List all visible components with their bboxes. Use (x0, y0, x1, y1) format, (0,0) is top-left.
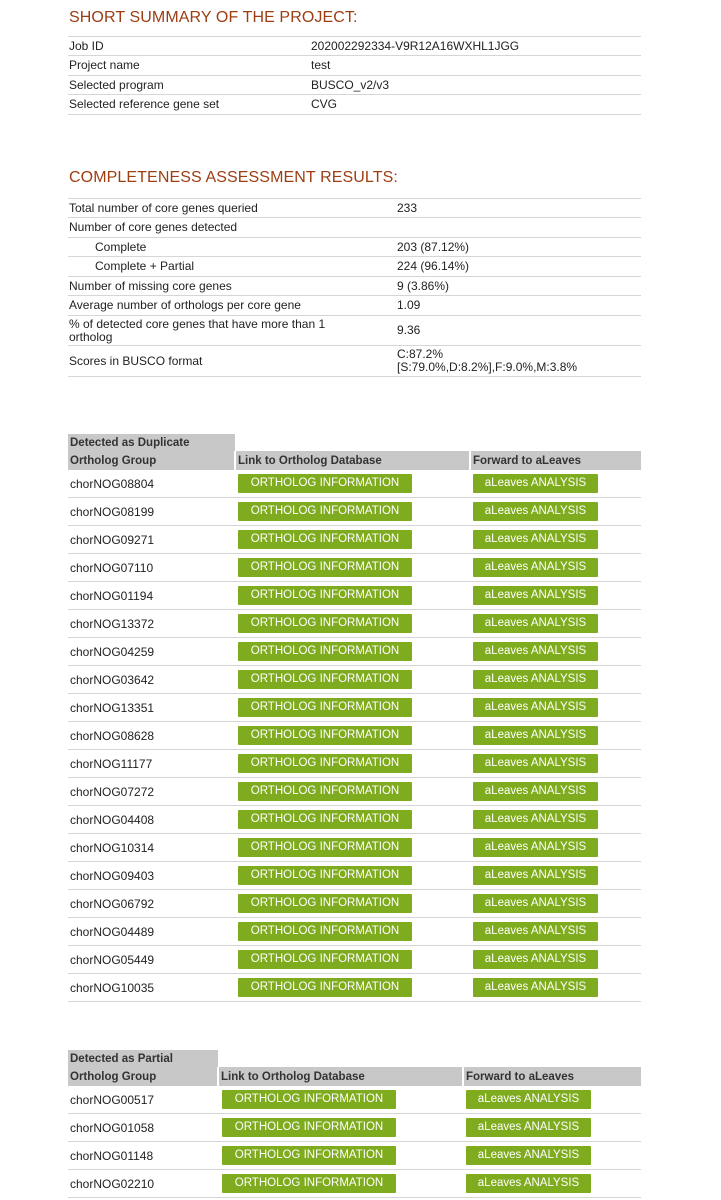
aleaves-analysis-button[interactable]: aLeaves ANALYSIS (466, 1090, 591, 1109)
table-row (68, 1142, 641, 1170)
table-row (68, 778, 641, 806)
completeness-row (68, 218, 641, 238)
completeness-value (397, 218, 641, 238)
duplicate-header-row (68, 451, 641, 470)
summary-value: 202002292334-V9R12A16WXHL1JGG (311, 37, 641, 56)
aleaves-analysis-button[interactable]: aLeaves ANALYSIS (473, 810, 598, 829)
aleaves-analysis-button[interactable]: aLeaves ANALYSIS (466, 1146, 591, 1165)
ortholog-group-name: chorNOG04489 (68, 918, 235, 946)
ortholog-information-button[interactable]: ORTHOLOG INFORMATION (238, 474, 412, 493)
aleaves-analysis-button[interactable]: aLeaves ANALYSIS (466, 1118, 591, 1137)
table-row (68, 470, 641, 498)
aleaves-analysis-button[interactable]: aLeaves ANALYSIS (473, 558, 598, 577)
ortholog-information-button[interactable]: ORTHOLOG INFORMATION (238, 642, 412, 661)
completeness-value: C:87.2% [S:79.0%,D:8.2%],F:9.0%,M:3.8% (397, 346, 641, 377)
aleaves-analysis-button[interactable]: aLeaves ANALYSIS (473, 670, 598, 689)
ortholog-group-name: chorNOG07110 (68, 554, 235, 582)
ortholog-information-button[interactable]: ORTHOLOG INFORMATION (238, 502, 412, 521)
ortholog-group-name: chorNOG06792 (68, 890, 235, 918)
completeness-row (68, 277, 641, 296)
completeness-row (68, 296, 641, 316)
ortholog-group-name: chorNOG08804 (68, 470, 235, 498)
table-row (68, 582, 641, 610)
ortholog-group-name: chorNOG00517 (68, 1086, 218, 1114)
ortholog-group-name: chorNOG01148 (68, 1142, 218, 1170)
aleaves-analysis-button[interactable]: aLeaves ANALYSIS (473, 726, 598, 745)
ortholog-group-name: chorNOG03642 (68, 666, 235, 694)
header-forward-aleaves: Forward to aLeaves (463, 1067, 641, 1086)
ortholog-group-name: chorNOG13351 (68, 694, 235, 722)
completeness-label: Number of missing core genes (68, 277, 397, 296)
ortholog-information-button[interactable]: ORTHOLOG INFORMATION (238, 810, 412, 829)
table-row (68, 638, 641, 666)
completeness-label: Complete + Partial (68, 257, 397, 277)
ortholog-information-button[interactable]: ORTHOLOG INFORMATION (238, 838, 412, 857)
partial-header-row (68, 1067, 641, 1086)
aleaves-analysis-button[interactable]: aLeaves ANALYSIS (473, 950, 598, 969)
table-row (68, 526, 641, 554)
table-row (68, 974, 641, 1002)
completeness-row (68, 238, 641, 257)
aleaves-analysis-button[interactable]: aLeaves ANALYSIS (473, 866, 598, 885)
aleaves-analysis-button[interactable]: aLeaves ANALYSIS (466, 1174, 591, 1193)
table-row (68, 890, 641, 918)
table-row (68, 862, 641, 890)
aleaves-analysis-button[interactable]: aLeaves ANALYSIS (473, 614, 598, 633)
summary-value: CVG (311, 95, 641, 115)
duplicate-caption: Detected as Duplicate (68, 434, 235, 451)
table-row (68, 666, 641, 694)
completeness-label: Average number of orthologs per core gene (68, 296, 397, 316)
ortholog-group-name: chorNOG02210 (68, 1170, 218, 1198)
ortholog-group-name: chorNOG04408 (68, 806, 235, 834)
partial-caption: Detected as Partial (68, 1050, 218, 1067)
partial-table (68, 1050, 641, 1198)
table-row (68, 722, 641, 750)
duplicate-table (68, 434, 641, 1002)
header-link-ortholog-db: Link to Ortholog Database (218, 1067, 463, 1086)
ortholog-information-button[interactable]: ORTHOLOG INFORMATION (238, 698, 412, 717)
completeness-label: % of detected core genes that have more than 1 ortholog (68, 316, 397, 346)
table-row (68, 554, 641, 582)
aleaves-analysis-button[interactable]: aLeaves ANALYSIS (473, 474, 598, 493)
ortholog-group-name: chorNOG10314 (68, 834, 235, 862)
aleaves-analysis-button[interactable]: aLeaves ANALYSIS (473, 642, 598, 661)
ortholog-group-name: chorNOG04259 (68, 638, 235, 666)
completeness-value: 203 (87.12%) (397, 238, 641, 257)
summary-row-program (68, 76, 641, 95)
aleaves-analysis-button[interactable]: aLeaves ANALYSIS (473, 782, 598, 801)
summary-value: BUSCO_v2/v3 (311, 76, 641, 95)
aleaves-analysis-button[interactable]: aLeaves ANALYSIS (473, 502, 598, 521)
table-row (68, 610, 641, 638)
summary-label: Job ID (68, 37, 311, 56)
table-row (68, 750, 641, 778)
header-link-ortholog-db: Link to Ortholog Database (235, 451, 470, 470)
header-ortholog-group: Ortholog Group (68, 1067, 218, 1086)
completeness-label: Complete (68, 238, 397, 257)
table-row (68, 694, 641, 722)
completeness-label: Scores in BUSCO format (68, 346, 397, 377)
ortholog-information-button[interactable]: ORTHOLOG INFORMATION (238, 530, 412, 549)
completeness-value: 9 (3.86%) (397, 277, 641, 296)
partial-caption-row (68, 1050, 641, 1067)
completeness-row (68, 346, 641, 377)
completeness-value: 1.09 (397, 296, 641, 316)
duplicate-caption-row (68, 434, 641, 451)
ortholog-group-name: chorNOG01058 (68, 1114, 218, 1142)
summary-row-gene-set (68, 95, 641, 115)
ortholog-group-name: chorNOG09403 (68, 862, 235, 890)
ortholog-group-name: chorNOG11177 (68, 750, 235, 778)
table-row (68, 1170, 641, 1198)
ortholog-group-name: chorNOG08199 (68, 498, 235, 526)
ortholog-information-button[interactable]: ORTHOLOG INFORMATION (222, 1118, 396, 1137)
ortholog-information-button[interactable]: ORTHOLOG INFORMATION (222, 1090, 396, 1109)
ortholog-information-button[interactable]: ORTHOLOG INFORMATION (238, 726, 412, 745)
table-row (68, 946, 641, 974)
aleaves-analysis-button[interactable]: aLeaves ANALYSIS (473, 894, 598, 913)
ortholog-information-button[interactable]: ORTHOLOG INFORMATION (238, 978, 412, 997)
aleaves-analysis-button[interactable]: aLeaves ANALYSIS (473, 754, 598, 773)
ortholog-group-name: chorNOG05449 (68, 946, 235, 974)
ortholog-group-name: chorNOG10035 (68, 974, 235, 1002)
summary-row-job-id (68, 37, 641, 56)
summary-table (68, 36, 641, 115)
ortholog-information-button[interactable]: ORTHOLOG INFORMATION (222, 1146, 396, 1165)
ortholog-information-button[interactable]: ORTHOLOG INFORMATION (238, 950, 412, 969)
ortholog-group-name: chorNOG13372 (68, 610, 235, 638)
table-row (68, 498, 641, 526)
completeness-row (68, 257, 641, 277)
ortholog-information-button[interactable]: ORTHOLOG INFORMATION (222, 1174, 396, 1193)
completeness-row (68, 316, 641, 346)
table-row (68, 834, 641, 862)
ortholog-group-name: chorNOG09271 (68, 526, 235, 554)
table-row (68, 1114, 641, 1142)
completeness-title: COMPLETENESS ASSESSMENT RESULTS: (69, 169, 398, 186)
completeness-value: 233 (397, 199, 641, 218)
summary-value: test (311, 56, 641, 76)
ortholog-group-name: chorNOG08628 (68, 722, 235, 750)
ortholog-information-button[interactable]: ORTHOLOG INFORMATION (238, 922, 412, 941)
aleaves-analysis-button[interactable]: aLeaves ANALYSIS (473, 838, 598, 857)
aleaves-analysis-button[interactable]: aLeaves ANALYSIS (473, 978, 598, 997)
ortholog-information-button[interactable]: ORTHOLOG INFORMATION (238, 782, 412, 801)
completeness-table (68, 198, 641, 377)
header-forward-aleaves: Forward to aLeaves (470, 451, 641, 470)
ortholog-information-button[interactable]: ORTHOLOG INFORMATION (238, 894, 412, 913)
ortholog-information-button[interactable]: ORTHOLOG INFORMATION (238, 754, 412, 773)
summary-label: Project name (68, 56, 311, 76)
ortholog-group-name: chorNOG07272 (68, 778, 235, 806)
ortholog-information-button[interactable]: ORTHOLOG INFORMATION (238, 614, 412, 633)
ortholog-information-button[interactable]: ORTHOLOG INFORMATION (238, 558, 412, 577)
summary-label: Selected reference gene set (68, 95, 311, 115)
completeness-value: 9.36 (397, 316, 641, 346)
table-row (68, 1086, 641, 1114)
ortholog-group-name: chorNOG01194 (68, 582, 235, 610)
header-ortholog-group: Ortholog Group (68, 451, 235, 470)
summary-title: SHORT SUMMARY OF THE PROJECT: (69, 9, 358, 26)
aleaves-analysis-button[interactable]: aLeaves ANALYSIS (473, 530, 598, 549)
aleaves-analysis-button[interactable]: aLeaves ANALYSIS (473, 698, 598, 717)
ortholog-information-button[interactable]: ORTHOLOG INFORMATION (238, 866, 412, 885)
summary-label: Selected program (68, 76, 311, 95)
aleaves-analysis-button[interactable]: aLeaves ANALYSIS (473, 586, 598, 605)
summary-row-project-name (68, 56, 641, 76)
ortholog-information-button[interactable]: ORTHOLOG INFORMATION (238, 586, 412, 605)
table-row (68, 806, 641, 834)
completeness-label: Number of core genes detected (68, 218, 397, 238)
table-row (68, 918, 641, 946)
completeness-value: 224 (96.14%) (397, 257, 641, 277)
completeness-label: Total number of core genes queried (68, 199, 397, 218)
completeness-row (68, 199, 641, 218)
ortholog-information-button[interactable]: ORTHOLOG INFORMATION (238, 670, 412, 689)
aleaves-analysis-button[interactable]: aLeaves ANALYSIS (473, 922, 598, 941)
